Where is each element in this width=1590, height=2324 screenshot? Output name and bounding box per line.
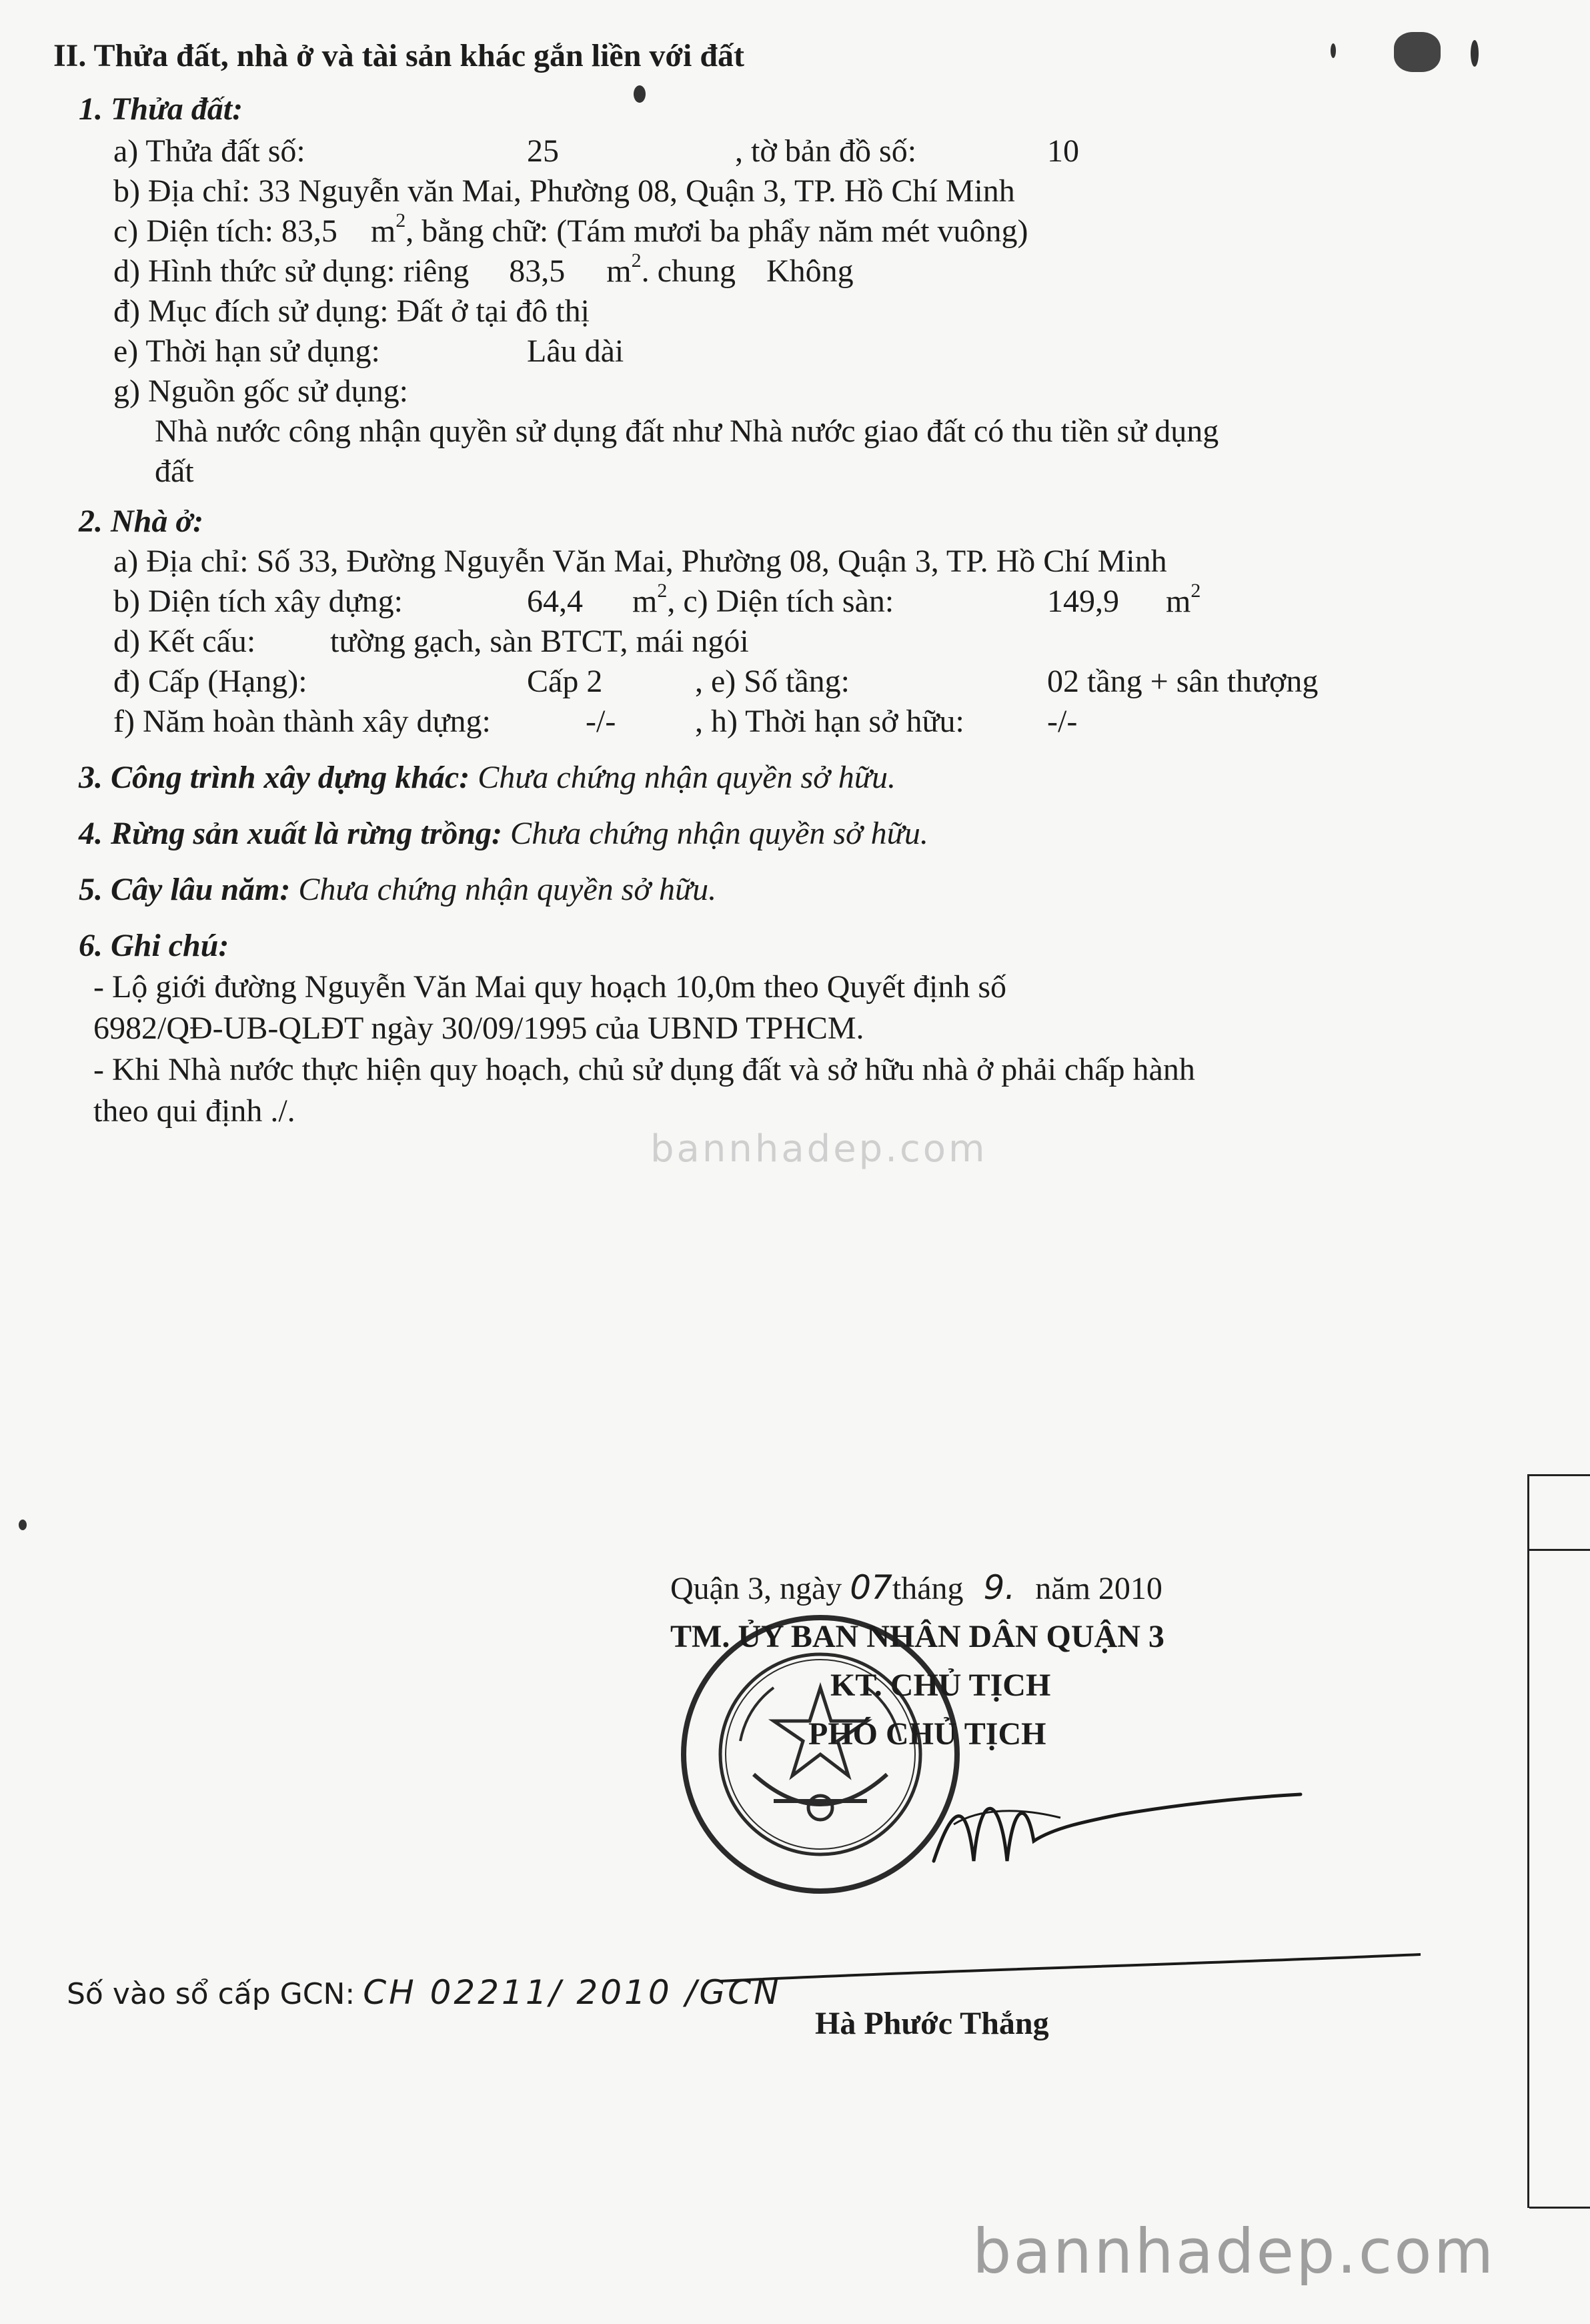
house-floor-area-label: , c) Diện tích sàn: (667, 584, 894, 619)
side-box-rule (1529, 1549, 1590, 1551)
signing-day: 07 (850, 1568, 892, 1607)
land-private-area: 83,5 (509, 253, 566, 289)
scan-speck (19, 1520, 27, 1530)
signature-underline (720, 1951, 1421, 1991)
signing-subtitle: PHÓ CHỦ TỊCH (808, 1716, 1046, 1752)
section-title: II. Thửa đất, nhà ở và tài sản khác gắn liền với đất (53, 38, 745, 73)
signing-month: 9. (983, 1568, 1016, 1607)
side-box-rule (1529, 2207, 1590, 2209)
land-heading: 1. Thửa đất: (79, 91, 243, 127)
house-floors-label: , e) Số tầng: (695, 664, 850, 699)
house-ownership-term-label: , h) Thời hạn sở hữu: (695, 704, 964, 739)
signing-date-row (670, 1568, 1162, 1607)
other-works-row (79, 762, 896, 794)
notes-line2: 6982/QĐ-UB-QLĐT ngày 30/09/1995 của UBND TPHCM. (93, 1011, 864, 1046)
handwritten-signature (927, 1761, 1394, 1894)
notes-heading: 6. Ghi chú: (79, 928, 229, 963)
house-structure-value: tường gạch, sàn BTCT, mái ngói (330, 624, 749, 659)
land-origin-line2: đất (155, 454, 194, 489)
registry-row (67, 1973, 782, 2012)
perennial-row (79, 874, 716, 906)
registry-label: Số vào sổ cấp GCN: (67, 1977, 355, 2011)
house-grade-value: Cấp 2 (527, 664, 603, 699)
house-build-area-unit: m (632, 584, 658, 619)
house-structure-label: d) Kết cấu: (113, 624, 256, 659)
scan-speck (1331, 43, 1336, 58)
signing-title: KT. CHỦ TỊCH (830, 1668, 1051, 1703)
land-origin-label: g) Nguồn gốc sử dụng: (113, 374, 408, 409)
land-use-form-label: d) Hình thức sử dụng: riêng (113, 253, 470, 289)
land-use-form-row: d) Hình thức sử dụng: riêng 83,5 $m^2$. chung Không (113, 249, 854, 289)
house-build-area-value: 64,4 (527, 584, 583, 619)
notes-line4: theo qui định ./. (93, 1093, 295, 1129)
forest-heading: 4. Rừng sản xuất là rừng trồng: (79, 816, 503, 851)
land-map-label: , tờ bản đồ số: (735, 133, 917, 169)
forest-row (79, 818, 928, 850)
house-floors-value: 02 tầng + sân thượng (1047, 664, 1319, 699)
house-build-area-label: b) Diện tích xây dựng: (113, 584, 403, 619)
scan-speck (1394, 32, 1441, 72)
land-map-value: 10 (1047, 133, 1079, 169)
land-term-value: Lâu dài (527, 334, 624, 369)
land-shared-label: . chung (641, 253, 736, 289)
perennial-value: Chưa chứng nhận quyền sở hữu. (298, 872, 717, 907)
house-floor-area-unit: m (1166, 584, 1191, 619)
signing-date-prefix: Quận 3, ngày (670, 1571, 842, 1606)
land-area-label: c) Diện tích: 83,5 (113, 213, 337, 249)
land-shared-value: Không (766, 253, 854, 289)
house-address: a) Địa chỉ: Số 33, Đường Nguyễn Văn Mai, Phường 08, Quận 3, TP. Hồ Chí Minh (113, 544, 1167, 579)
house-grade-label: đ) Cấp (Hạng): (113, 664, 307, 699)
house-build-area-row: 64,4 $m^2$, c) Diện tích sàn: (527, 580, 894, 619)
side-border-box (1527, 1474, 1590, 2208)
signing-year: năm 2010 (1035, 1571, 1162, 1606)
house-completion-value: -/- (586, 704, 616, 739)
other-works-value: Chưa chứng nhận quyền sở hữu. (478, 760, 896, 795)
perennial-heading: 5. Cây lâu năm: (79, 872, 291, 907)
land-parcel-label: a) Thửa đất số: (113, 133, 305, 169)
scan-speck (634, 85, 646, 103)
house-ownership-term-value: -/- (1047, 704, 1078, 739)
land-area-row: c) Diện tích: 83,5 $m^2$, bằng chữ: (Tám mươi ba phẩy năm mét vuông) (113, 209, 1028, 249)
house-floor-area-value: 149,9 (1047, 584, 1119, 619)
land-area-words: , bằng chữ: (Tám mươi ba phẩy năm mét vuông) (406, 213, 1028, 249)
land-parcel-value: 25 (527, 133, 559, 169)
house-floor-area-row: 149,9 $m^2$ (1047, 580, 1201, 619)
land-address: b) Địa chỉ: 33 Nguyễn văn Mai, Phường 08, Quận 3, TP. Hồ Chí Minh (113, 173, 1015, 209)
land-purpose: đ) Mục đích sử dụng: Đất ở tại đô thị (113, 294, 590, 329)
house-completion-label: f) Năm hoàn thành xây dựng: (113, 704, 491, 739)
land-area-unit: m (370, 213, 396, 249)
house-heading: 2. Nhà ở: (79, 504, 204, 539)
notes-line3: - Khi Nhà nước thực hiện quy hoạch, chủ sử dụng đất và sở hữu nhà ở phải chấp hành (93, 1052, 1195, 1087)
watermark-center: bannhadep.com (650, 1127, 988, 1171)
land-private-unit: m (606, 253, 632, 289)
other-works-heading: 3. Công trình xây dựng khác: (79, 760, 470, 795)
signer-name: Hà Phước Thắng (815, 2006, 1049, 2041)
forest-value: Chưa chứng nhận quyền sở hữu. (510, 816, 928, 851)
registry-value: CH 02211/ 2010 /GCN (363, 1973, 782, 2012)
watermark-bottom: bannhadep.com (972, 2216, 1496, 2287)
land-term-label: e) Thời hạn sử dụng: (113, 334, 380, 369)
scan-speck (1471, 40, 1479, 67)
signing-authority: TM. ỦY BAN NHÂN DÂN QUẬN 3 (670, 1619, 1164, 1654)
notes-line1: - Lộ giới đường Nguyễn Văn Mai quy hoạch 10,0m theo Quyết định số (93, 969, 1007, 1005)
side-box-rule (1529, 1474, 1590, 1476)
signing-month-label: tháng (892, 1571, 964, 1606)
land-origin-line1: Nhà nước công nhận quyền sử dụng đất như Nhà nước giao đất có thu tiền sử dụng (155, 414, 1219, 449)
